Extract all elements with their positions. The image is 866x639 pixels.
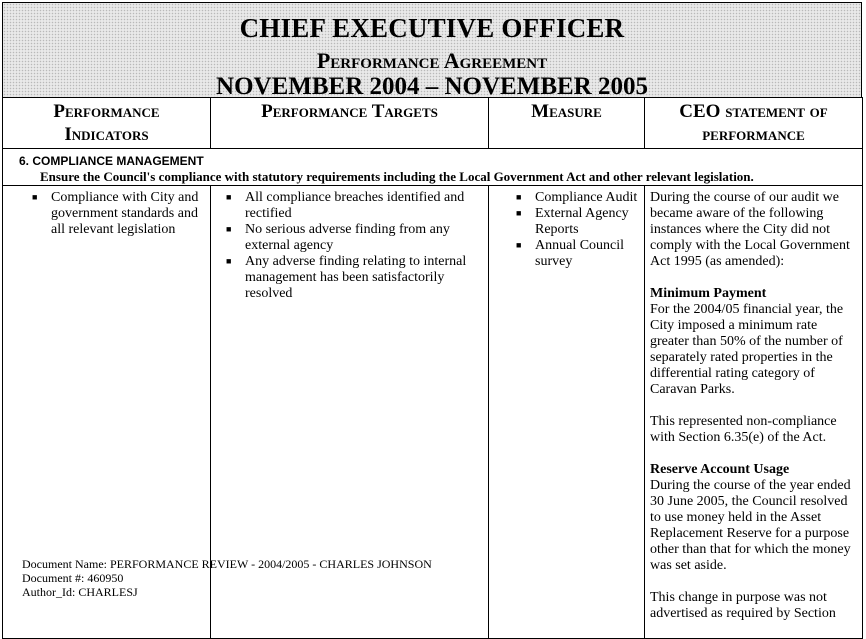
document-subtitle: Performance Agreement [316,48,548,73]
header-measure [489,98,645,149]
statement-heading-minimum-payment: Minimum Payment [650,286,767,301]
statement-para-1: For the 2004/05 financial year, the City imposed a minimum rate greater than 50% of the number of separately rated properties in the differential rating category of Caravan Parks. [650,302,844,397]
title-banner [2,2,862,98]
header-indicators-line2: Indicators [64,124,149,145]
agreement-period: NOVEMBER 2004 – NOVEMBER 2005 [216,73,648,100]
list-item: ■ All compliance breaches identified and rectified [226,190,465,221]
statement-para-3: During the course of the year ended 30 June 2005, the Council resolved to use money held in the Asset Replacement Reserve for a purpose other than that for which the money was set aside. [650,478,851,573]
statement-heading-reserve: Reserve Account Usage [650,462,790,477]
list-item: ■ External Agency Reports [516,206,629,237]
header-measure-label: Measure [531,101,602,122]
header-targets-label: Performance Targets [261,101,438,122]
footer-author: Author_Id: CHARLESJ [22,585,138,599]
section-description: Ensure the Council's compliance with statutory requirements including the Local Government Act and other relevant legislation. [40,169,754,184]
header-indicators-line1: Performance [53,101,160,122]
list-item: ■ No serious adverse finding from any external agency [226,222,450,253]
footer-document-name: Document Name: PERFORMANCE REVIEW - 2004/2005 - CHARLES JOHNSON [22,557,432,571]
bullet-icon: ■ [32,192,38,202]
bullet-icon: ■ [516,240,522,250]
statement-para-2: This represented non-compliance with Section 6.35(e) of the Act. [650,414,837,445]
bullet-icon: ■ [226,224,232,234]
bullet-icon: ■ [226,192,232,202]
section-cell [3,149,863,186]
bullet-icon: ■ [516,192,522,202]
header-targets [211,98,489,149]
header-ceo-statement [645,98,863,149]
header-indicators [3,98,211,149]
list-item: ■ Annual Council survey [516,238,625,269]
bullet-icon: ■ [516,208,522,218]
bullet-icon: ■ [226,256,232,266]
list-item: ■ Compliance Audit [516,190,638,205]
measures-cell [489,186,645,639]
list-item: ■ Any adverse finding relating to internal management has been satisfactorily resolved [226,254,467,301]
section-row [3,149,863,186]
document-title: CHIEF EXECUTIVE OFFICER [239,13,625,43]
statement-para-4: This change in purpose was not advertised as required by Section [650,590,836,621]
footer-document-number: Document #: 460950 [22,571,124,585]
statement-intro: During the course of our audit we became aware of the following instances where the City did not comply with the Local Government Act 1995 (as amended): [650,190,850,269]
header-row [3,98,863,149]
document-footer [22,557,432,599]
header-ceo-line1: CEO statement of [679,101,828,122]
ceo-statement-cell [645,186,863,639]
header-ceo-line2: performance [702,124,805,145]
section-title: 6. COMPLIANCE MANAGEMENT [19,154,204,168]
list-item: ■ Compliance with City and government standards and all relevant legislation [32,190,199,237]
